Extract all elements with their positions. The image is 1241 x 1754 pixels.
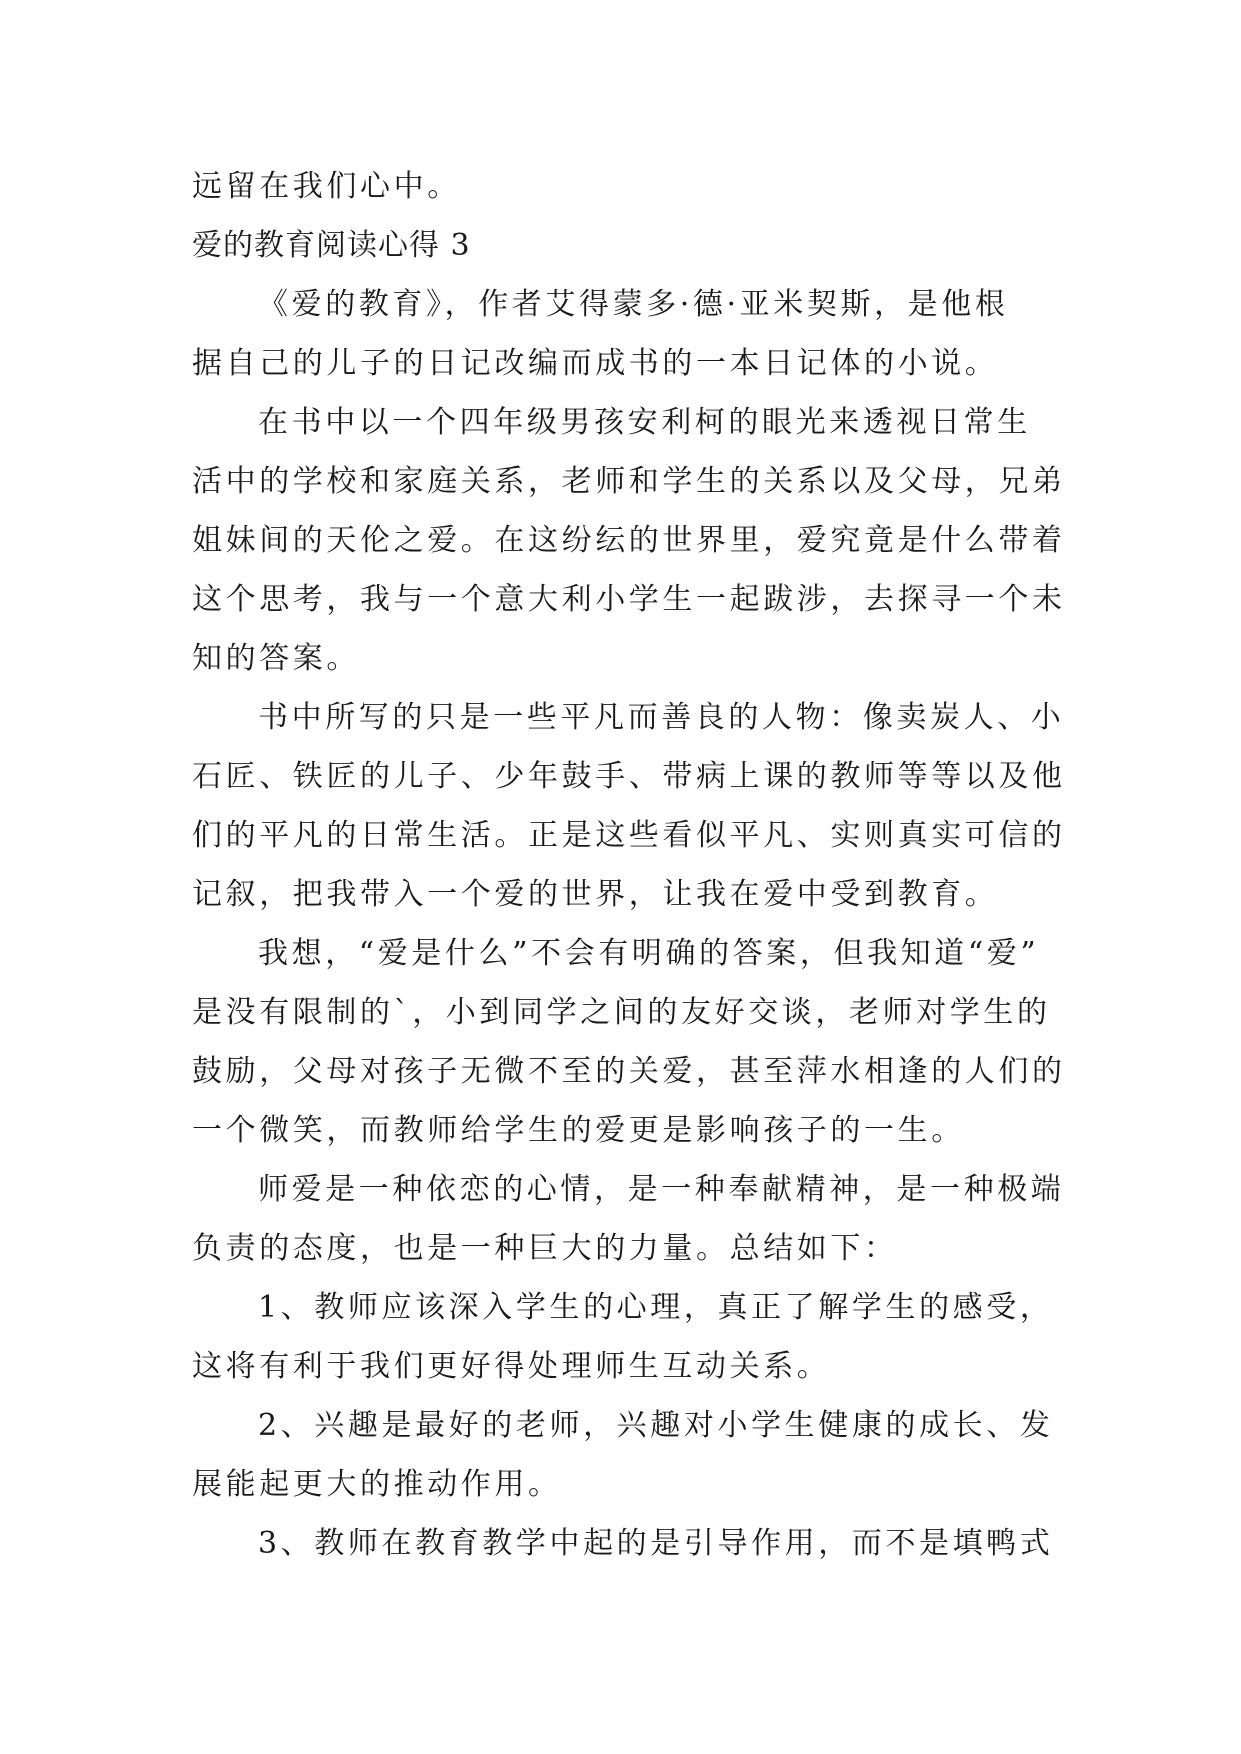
paragraph-line: 是没有限制的`，小到同学之间的友好交谈，老师对学生的 — [192, 995, 1051, 1030]
paragraph-line: 我想，“爱是什么”不会有明确的答案，但我知道“爱” — [258, 936, 1040, 971]
list-item-line: 这将有利于我们更好得处理师生互动关系。 — [192, 1349, 831, 1384]
list-item-line: 2、兴趣是最好的老师，兴趣对小学生健康的成长、发 — [258, 1408, 1054, 1443]
paragraph-line: 姐妹间的天伦之爱。在这纷纭的世界里，爱究竟是什么带着 — [192, 523, 1066, 558]
section-heading: 爱的教育阅读心得 3 — [192, 228, 471, 263]
paragraph-line: 记叙，把我带入一个爱的世界，让我在爱中受到教育。 — [192, 877, 999, 912]
paragraph-line: 在书中以一个四年级男孩安利柯的眼光来透视日常生 — [258, 405, 1031, 440]
paragraph-line: 活中的学校和家庭关系，老师和学生的关系以及父母，兄弟 — [192, 464, 1066, 499]
paragraph-line: 负责的态度，也是一种巨大的力量。总结如下： — [192, 1231, 898, 1266]
paragraph-line: 《爱的教育》，作者艾得蒙多·德·亚米契斯，是他根 — [258, 287, 1009, 322]
text-line: 远留在我们心中。 — [192, 169, 461, 204]
document-body — [192, 157, 1066, 1573]
paragraph-line: 这个思考，我与一个意大利小学生一起跋涉，去探寻一个未 — [192, 582, 1066, 617]
list-item-line: 1、教师应该深入学生的心理，真正了解学生的感受， — [258, 1290, 1054, 1325]
paragraph-line: 一个微笑，而教师给学生的爱更是影响孩子的一生。 — [192, 1113, 965, 1148]
paragraph-line: 石匠、铁匠的儿子、少年鼓手、带病上课的教师等等以及他 — [192, 759, 1066, 794]
paragraph-line: 知的答案。 — [192, 641, 360, 676]
list-item-line: 3、教师在教育教学中起的是引导作用，而不是填鸭式 — [258, 1526, 1054, 1561]
list-item-line: 展能起更大的推动作用。 — [192, 1467, 562, 1502]
paragraph-line: 书中所写的只是一些平凡而善良的人物：像卖炭人、小 — [258, 700, 1065, 735]
paragraph-line: 们的平凡的日常生活。正是这些看似平凡、实则真实可信的 — [192, 818, 1066, 853]
paragraph-line: 据自己的儿子的日记改编而成书的一本日记体的小说。 — [192, 346, 999, 381]
paragraph-line: 师爱是一种依恋的心情，是一种奉献精神，是一种极端 — [258, 1172, 1065, 1207]
paragraph-line: 鼓励，父母对孩子无微不至的关爱，甚至萍水相逢的人们的 — [192, 1054, 1066, 1089]
